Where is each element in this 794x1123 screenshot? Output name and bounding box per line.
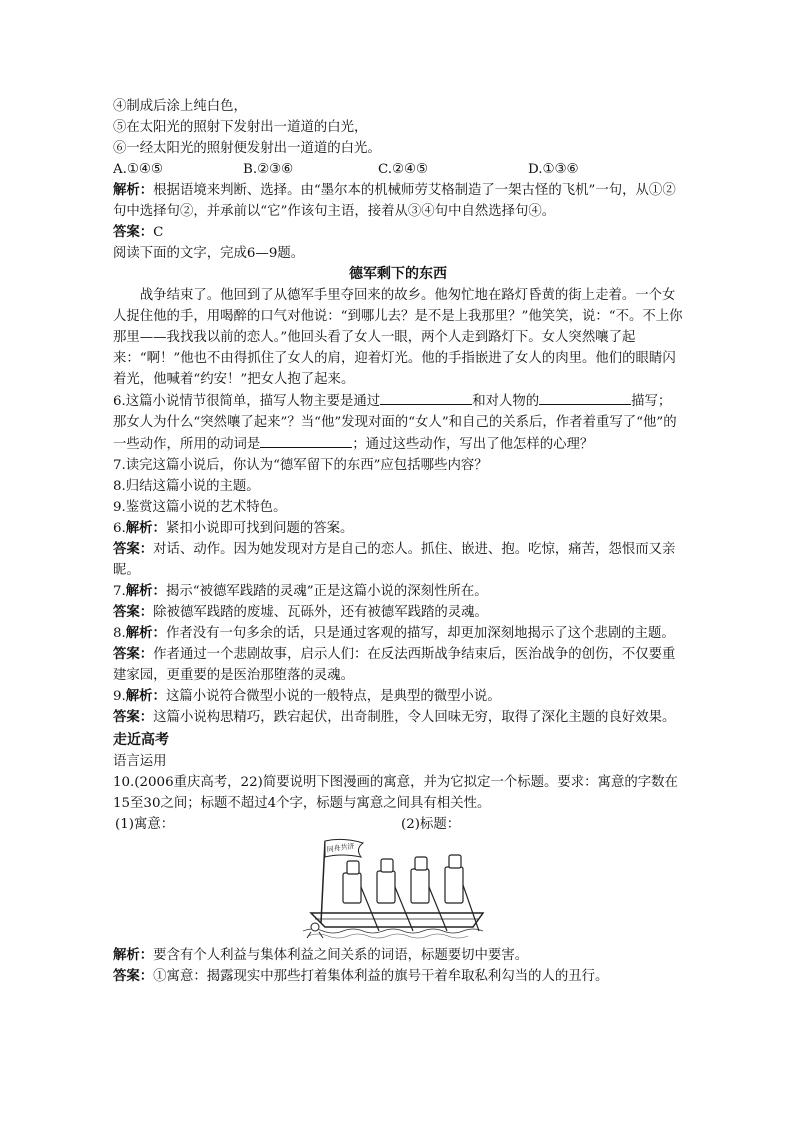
option-line-6: ⑥一经太阳光的照射便发射出一道道的白光。: [113, 141, 381, 156]
choice-b: B.②③⑥: [243, 162, 294, 177]
q6-part-d: 那女人为什么“突然嚷了起来”？当“他”发现对面的“女人”和自己的关系后，作者着重写了“他”的一些动作，所用的动词是: [113, 415, 677, 452]
section-heading: 走近高考: [113, 732, 169, 748]
q9-analysis: [113, 686, 683, 707]
question-10: 10.(2006重庆高考，22)简要说明下图漫画的寓意，并为它拟定一个标题。要求：寓意的字数在15至30之间；标题不超过4个字，标题与寓意之间具有相关性。: [113, 775, 678, 811]
q6-part-c: 描写；: [631, 394, 672, 409]
q8-analysis: [113, 623, 683, 644]
item-text: 紧扣小说即可找到问题的答案。: [165, 521, 354, 536]
q5-choices: [113, 159, 683, 180]
cartoon-figure: [113, 835, 683, 945]
story-title: 德军剩下的东西: [349, 266, 447, 282]
answer-blank-1[interactable]: [380, 390, 472, 405]
q5-analysis: [113, 180, 683, 222]
item-text: 这篇小说构思精巧，跌宕起伏，出奇制胜，令人回味无穷，取得了深化主题的良好效果。: [153, 710, 676, 725]
subsection-heading: 语言运用: [113, 754, 167, 769]
choice-d: D.①③⑥: [528, 162, 579, 177]
answer-label: 答案：: [113, 224, 154, 240]
question-6-line-2: [113, 412, 683, 455]
item-text: 对话、动作。因为她发现对方是自己的恋人。抓住、嵌进、抱。吃惊，痛苦，怨恨而又亲昵。: [113, 542, 676, 578]
question-8: 8.归结这篇小说的主题。: [113, 479, 260, 494]
item-label: 答案：: [113, 646, 154, 662]
q10-answer: [113, 966, 683, 987]
item-text: 作者通过一个悲剧故事，启示人们：在反法西斯战争结束后，医治战争的创伤，不仅要重建家园，更重要的是医治那堕落的灵魂。: [113, 647, 676, 683]
analysis-label: 解析：: [113, 947, 154, 963]
reading-intro: 阅读下面的文字，完成6—9题。: [113, 246, 305, 261]
q9-answer: [113, 707, 683, 728]
meaning-label: (1)寓意：: [115, 817, 175, 832]
option-line-5: ⑤在太阳光的照射下发射出一道道的白光，: [113, 120, 368, 135]
item-num: 9.: [113, 689, 126, 704]
q6-part-b: 和对人物的: [472, 394, 540, 409]
q6-part-e: ；通过这些动作，写出了他怎样的心理？: [352, 437, 594, 452]
q5-answer: [113, 222, 683, 243]
rowing-boat-cartoon-image: [303, 835, 488, 940]
analysis-label: 解析：: [113, 182, 154, 198]
item-text: 揭示“被德军践踏的灵魂”正是这篇小说的深刻性所在。: [165, 584, 488, 599]
choice-c: C.②④⑤: [378, 162, 429, 177]
q6-answer: [113, 539, 683, 581]
item-text: 除被德军践踏的废墟、瓦砾外，还有被德军践踏的灵魂。: [153, 605, 488, 620]
answer-block: [113, 518, 683, 728]
q7-analysis: [113, 581, 683, 602]
answer-label: 答案：: [113, 968, 154, 984]
answer-text: C: [153, 225, 164, 240]
flag-text: 同舟共济: [326, 842, 356, 854]
question-7: 7.读完这篇小说后，你认为“德军留下的东西”应包括哪些内容？: [113, 458, 488, 473]
q8-answer: [113, 644, 683, 686]
item-text: 这篇小说符合微型小说的一般特点，是典型的微型小说。: [165, 689, 501, 704]
question-9: 9.鉴赏这篇小说的艺术特色。: [113, 500, 287, 515]
option-line-4: ④制成后涂上纯白色，: [113, 99, 247, 114]
item-label: 答案：: [113, 709, 154, 725]
item-num: 8.: [113, 626, 126, 641]
item-label: 答案：: [113, 604, 154, 620]
item-label: 答案：: [113, 541, 154, 557]
q6-analysis: [113, 518, 683, 539]
item-label: 解析：: [125, 520, 166, 536]
item-label: 解析：: [125, 583, 166, 599]
q7-answer: [113, 602, 683, 623]
q10-answer-labels: [113, 814, 683, 835]
title-label: (2)标题：: [401, 817, 461, 832]
item-label: 解析：: [125, 688, 166, 704]
analysis-text: 根据语境来判断、选择。由“墨尔本的机械师劳艾格制造了一架古怪的飞机”一句，从①②句中选择句②，并承前以“它”作该句主语，接着从③④句中自然选择句④。: [113, 183, 676, 219]
item-num: 7.: [113, 584, 126, 599]
analysis-text: 要含有个人利益与集体利益之间关系的词语，标题要切中要害。: [153, 948, 529, 963]
item-label: 解析：: [125, 625, 166, 641]
answer-blank-3[interactable]: [260, 433, 352, 448]
answer-blank-2[interactable]: [539, 390, 631, 405]
answer-text: ①寓意：揭露现实中那些打着集体利益的旗号干着牟取私利勾当的人的丑行。: [153, 969, 609, 984]
q6-part-a: 6.这篇小说情节很简单，描写人物主要是通过: [113, 394, 381, 409]
question-6-line-1: [113, 390, 683, 412]
q10-analysis: [113, 945, 683, 966]
choice-a: A.①④⑤: [113, 162, 163, 177]
story-text: 战争结束了。他回到了从德军手里夺回来的故乡。他匆忙地在路灯昏黄的街上走着。一个女人捉住他的手，用喝醉的口气对他说：“到哪儿去？是不是上我那里？”他笑笑，说：“不。不上你那里——我找我以前的恋人。”他回头看了女人一眼，两个人走到路灯下。女人突然嚷了起来：“啊！”他也不由得抓住了女人的肩，迎着灯光。他的手指嵌进了女人的肉里。他们的眼睛闪着光，他喊着“约安！”把女人抱了起来。: [113, 288, 683, 387]
document-page: [113, 96, 683, 987]
item-text: 作者没有一句多余的话，只是通过客观的描写，却更加深刻地揭示了这个悲剧的主题。: [165, 626, 675, 641]
item-num: 6.: [113, 521, 126, 536]
